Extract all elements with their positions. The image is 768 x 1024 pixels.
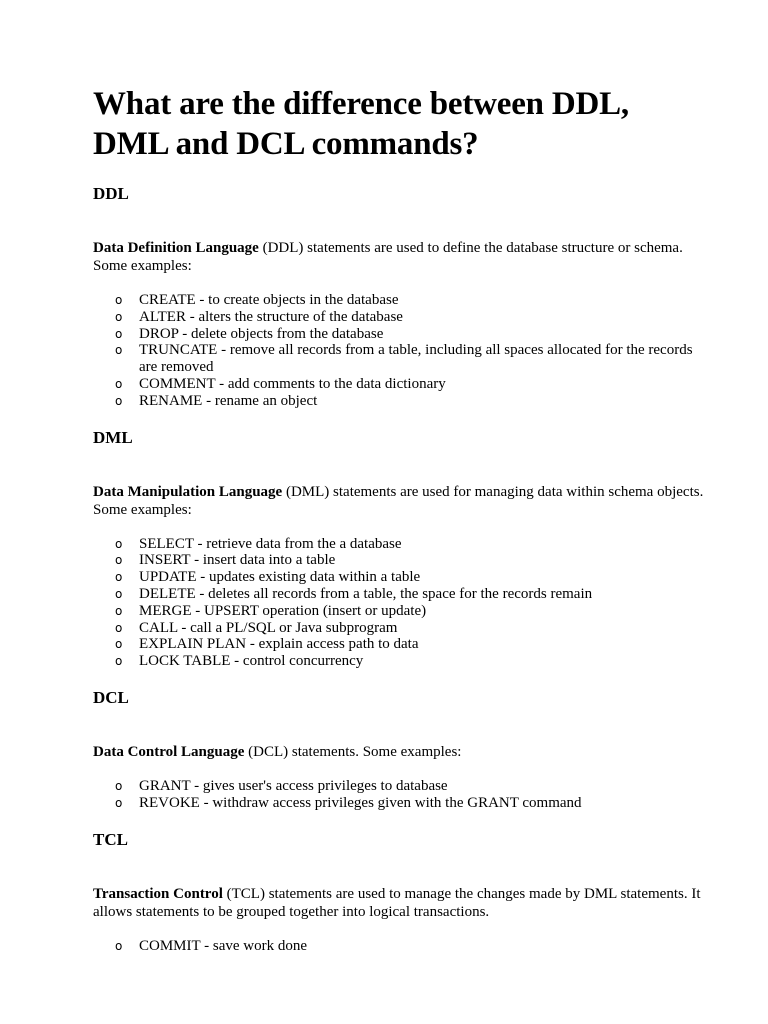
section-dcl xyxy=(93,688,708,830)
bullet-icon: o xyxy=(115,620,123,635)
list-item xyxy=(93,636,708,653)
bullet-icon: o xyxy=(115,536,123,551)
section-heading: TCL xyxy=(93,829,128,849)
section-intro-text: (DML) statements are used for managing data within schema objects. Some examples: xyxy=(93,483,704,518)
section-intro-term: Transaction Control xyxy=(93,885,223,902)
bullet-icon: o xyxy=(115,938,123,953)
list-item xyxy=(93,620,708,637)
list-item-text: COMMENT - add comments to the data dictionary xyxy=(139,375,446,392)
bullet-icon: o xyxy=(115,393,123,408)
list-item-text: CREATE - to create objects in the database xyxy=(139,292,399,308)
section-intro-term: Data Control Language xyxy=(93,743,245,760)
list-item-text: SELECT - retrieve data from the a database xyxy=(139,535,402,552)
list-item-text: TRUNCATE - remove all records from a table, including all spaces allocated for the records are removed xyxy=(139,342,693,376)
section-intro-text: (DDL) statements are used to define the database structure or schema. Some examples: xyxy=(93,240,683,274)
bullet-icon: o xyxy=(115,553,123,568)
list-item-text: CALL - call a PL/SQL or Java subprogram xyxy=(139,619,398,636)
section-intro-text: (DCL) statements. Some examples: xyxy=(244,743,462,760)
list-item xyxy=(93,938,708,955)
bullet-icon: o xyxy=(115,309,123,324)
list-item xyxy=(93,795,708,812)
bullet-icon: o xyxy=(115,343,123,358)
list-item-text: EXPLAIN PLAN - explain access path to data xyxy=(139,636,419,653)
section-intro-term: Data Manipulation Language xyxy=(93,483,283,500)
bullet-icon: o xyxy=(115,654,123,669)
bullet-icon: o xyxy=(115,326,123,341)
section-intro-term: Data Definition Language xyxy=(93,240,259,256)
list-item-text: GRANT - gives user's access privileges to database xyxy=(139,777,448,794)
list-item-text: COMMIT - save work done xyxy=(139,937,308,954)
bullet-icon: o xyxy=(115,795,123,810)
section-tcl xyxy=(93,830,708,955)
bullet-icon: o xyxy=(115,376,123,391)
list-item xyxy=(93,653,708,670)
list-item-text: ALTER - alters the structure of the database xyxy=(139,308,403,325)
section-intro xyxy=(93,239,708,275)
list-item-text: UPDATE - updates existing data within a table xyxy=(139,569,421,586)
bullet-icon: o xyxy=(115,586,123,601)
list-item-text: INSERT - insert data into a table xyxy=(139,552,336,569)
example-list xyxy=(93,536,708,670)
section-heading: DML xyxy=(93,427,133,447)
section-intro xyxy=(93,885,708,921)
list-item xyxy=(93,778,708,795)
page-title: What are the difference between DDL, DML and DCL commands? xyxy=(93,86,629,162)
list-item-text: LOCK TABLE - control concurrency xyxy=(139,653,364,670)
list-item xyxy=(93,603,708,620)
list-item xyxy=(93,586,708,603)
bullet-icon: o xyxy=(115,778,123,793)
section-heading: DCL xyxy=(93,687,129,707)
section-dml xyxy=(93,428,708,688)
list-item xyxy=(93,393,708,410)
list-item-text: DELETE - deletes all records from a table, the space for the records remain xyxy=(139,585,593,602)
list-item xyxy=(93,292,708,309)
section-intro-text: (TCL) statements are used to manage the changes made by DML statements. It allows statements to be grouped together into logical transactions. xyxy=(93,885,701,920)
section-intro xyxy=(93,483,708,519)
bullet-icon: o xyxy=(115,570,123,585)
list-item xyxy=(93,342,708,376)
section-heading: DDL xyxy=(93,184,129,203)
list-item xyxy=(93,309,708,326)
example-list xyxy=(93,938,708,955)
list-item xyxy=(93,536,708,553)
example-list xyxy=(93,292,708,410)
bullet-icon: o xyxy=(115,293,123,307)
list-item-text: RENAME - rename an object xyxy=(139,392,318,409)
section-ddl xyxy=(93,184,708,428)
list-item xyxy=(93,326,708,343)
list-item xyxy=(93,569,708,586)
example-list xyxy=(93,778,708,812)
list-item-text: REVOKE - withdraw access privileges given with the GRANT command xyxy=(139,794,582,811)
list-item-text: MERGE - UPSERT operation (insert or update) xyxy=(139,602,427,619)
list-item-text: DROP - delete objects from the database xyxy=(139,325,384,342)
section-intro xyxy=(93,743,708,761)
bullet-icon: o xyxy=(115,603,123,618)
sections-container xyxy=(93,184,708,954)
bullet-icon: o xyxy=(115,637,123,652)
list-item xyxy=(93,376,708,393)
list-item xyxy=(93,552,708,569)
